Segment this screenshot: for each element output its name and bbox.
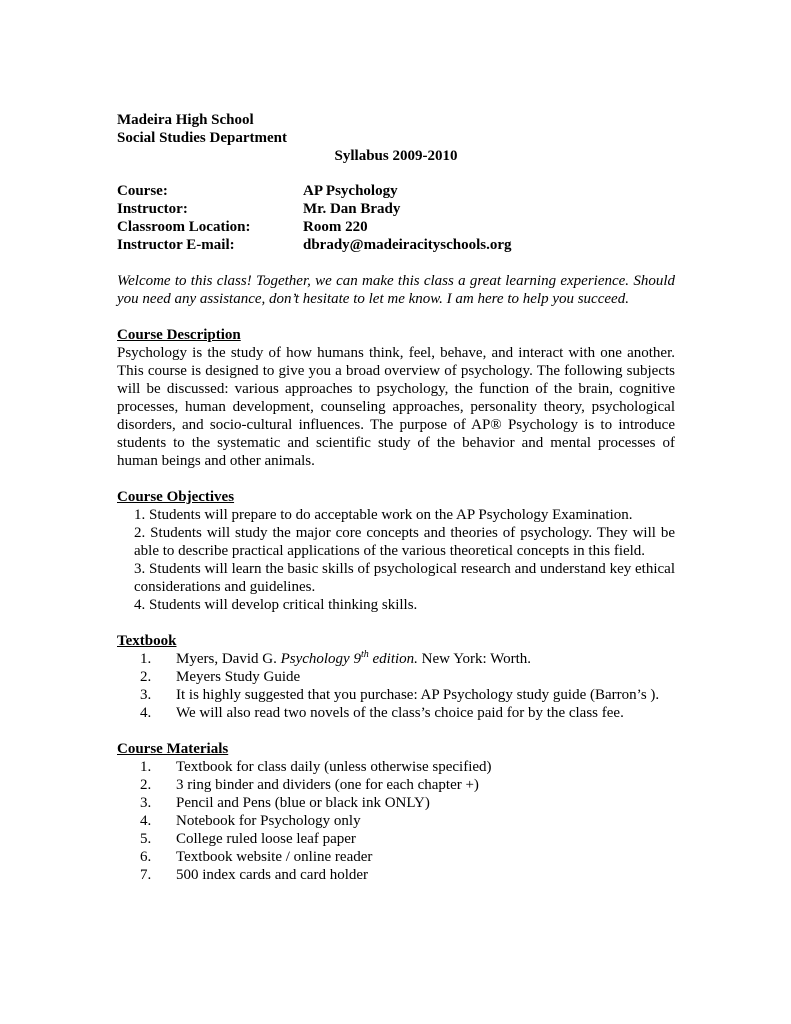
list-number: 6. — [140, 849, 152, 865]
email-label: Instructor E-mail: — [117, 237, 235, 253]
school-name: Madeira High School — [117, 112, 254, 128]
course-description-section — [117, 326, 675, 470]
welcome-message: Welcome to this class! Together, we can make this class a great learning experience. Should you need any assistance, don’t hesitate to let me know. I am here to help you succeed. — [117, 273, 675, 307]
list-item: 3. Students will learn the basic skills of psychological research and understand key ethical considerations and guidelines. — [134, 561, 675, 595]
list-item — [117, 668, 675, 686]
list-item — [117, 686, 675, 704]
list-text: We will also read two novels of the class’s choice paid for by the class fee. — [176, 705, 624, 721]
list-item: 1. Students will prepare to do acceptable work on the AP Psychology Examination. — [134, 507, 633, 523]
document-header — [117, 111, 675, 165]
textbook-author: Myers, David G. — [176, 651, 281, 667]
textbook-list — [117, 650, 675, 722]
list-number: 2. — [140, 669, 152, 685]
list-number: 3. — [140, 795, 152, 811]
instructor-value: Mr. Dan Brady — [303, 201, 401, 217]
textbook-title-text: Psychology 9 — [280, 651, 361, 667]
course-label: Course: — [117, 183, 168, 199]
textbook-edition: edition. — [368, 651, 418, 667]
classroom-label: Classroom Location: — [117, 219, 251, 235]
course-objectives-heading: Course Objectives — [117, 489, 235, 505]
list-text: Textbook for class daily (unless otherwise specified) — [176, 759, 492, 775]
course-info — [117, 182, 675, 254]
list-item — [117, 848, 675, 866]
list-number: 5. — [140, 831, 152, 847]
list-item — [117, 830, 675, 848]
course-materials-heading: Course Materials — [117, 741, 229, 757]
list-number: 1. — [140, 759, 152, 775]
textbook-section — [117, 632, 675, 722]
course-description-heading: Course Description — [117, 327, 241, 343]
list-item — [117, 794, 675, 812]
list-item — [117, 776, 675, 794]
instructor-label: Instructor: — [117, 201, 188, 217]
list-text: Meyers Study Guide — [176, 669, 301, 685]
course-objectives-section — [117, 488, 675, 614]
syllabus-page — [117, 111, 675, 884]
list-item — [117, 650, 675, 668]
list-number: 2. — [140, 777, 152, 793]
course-description-text: Psychology is the study of how humans think, feel, behave, and interact with one another. This course is designed to give you a broad overview of psychology. The following subjects will be discussed: various approaches to psychology, the function of the brain, cognitive processes, human development, counseling approaches, personality theory, psychological disorders, and socio-cultural influences. The purpose of AP® Psychology is to introduce students to the systematic and scientific study of the behavior and mental processes of human beings and other animals. — [117, 345, 675, 469]
list-text: College ruled loose leaf paper — [176, 831, 356, 847]
list-text: Textbook website / online reader — [176, 849, 373, 865]
list-item: 4. Students will develop critical thinking skills. — [134, 597, 418, 613]
department-name: Social Studies Department — [117, 130, 287, 146]
edition-superscript: th — [360, 649, 369, 660]
list-item — [117, 866, 675, 884]
list-item — [117, 704, 675, 722]
classroom-value: Room 220 — [303, 219, 368, 235]
list-number: 7. — [140, 867, 152, 883]
list-item — [117, 812, 675, 830]
list-text: Pencil and Pens (blue or black ink ONLY) — [176, 795, 430, 811]
objectives-list — [117, 506, 675, 614]
textbook-heading: Textbook — [117, 633, 177, 649]
course-value: AP Psychology — [303, 183, 398, 199]
list-item — [117, 758, 675, 776]
textbook-publisher: New York: Worth. — [417, 651, 532, 667]
syllabus-title: Syllabus 2009-2010 — [334, 148, 458, 164]
list-item: 2. Students will study the major core concepts and theories of psychology. They will be able to describe practical applications of the various theoretical concepts in this field. — [134, 525, 675, 559]
list-text — [176, 650, 531, 668]
materials-list — [117, 758, 675, 884]
list-text: Notebook for Psychology only — [176, 813, 361, 829]
list-text: It is highly suggested that you purchase: AP Psychology study guide (Barron’s ). — [176, 687, 660, 703]
list-text: 500 index cards and card holder — [176, 867, 369, 883]
textbook-title — [281, 651, 418, 667]
email-value: dbrady@madeiracityschools.org — [303, 237, 512, 253]
list-number: 4. — [140, 705, 152, 721]
list-number: 4. — [140, 813, 152, 829]
course-materials-section — [117, 740, 675, 884]
list-number: 1. — [140, 651, 152, 667]
list-number: 3. — [140, 687, 152, 703]
list-text: 3 ring binder and dividers (one for each chapter +) — [176, 777, 479, 793]
